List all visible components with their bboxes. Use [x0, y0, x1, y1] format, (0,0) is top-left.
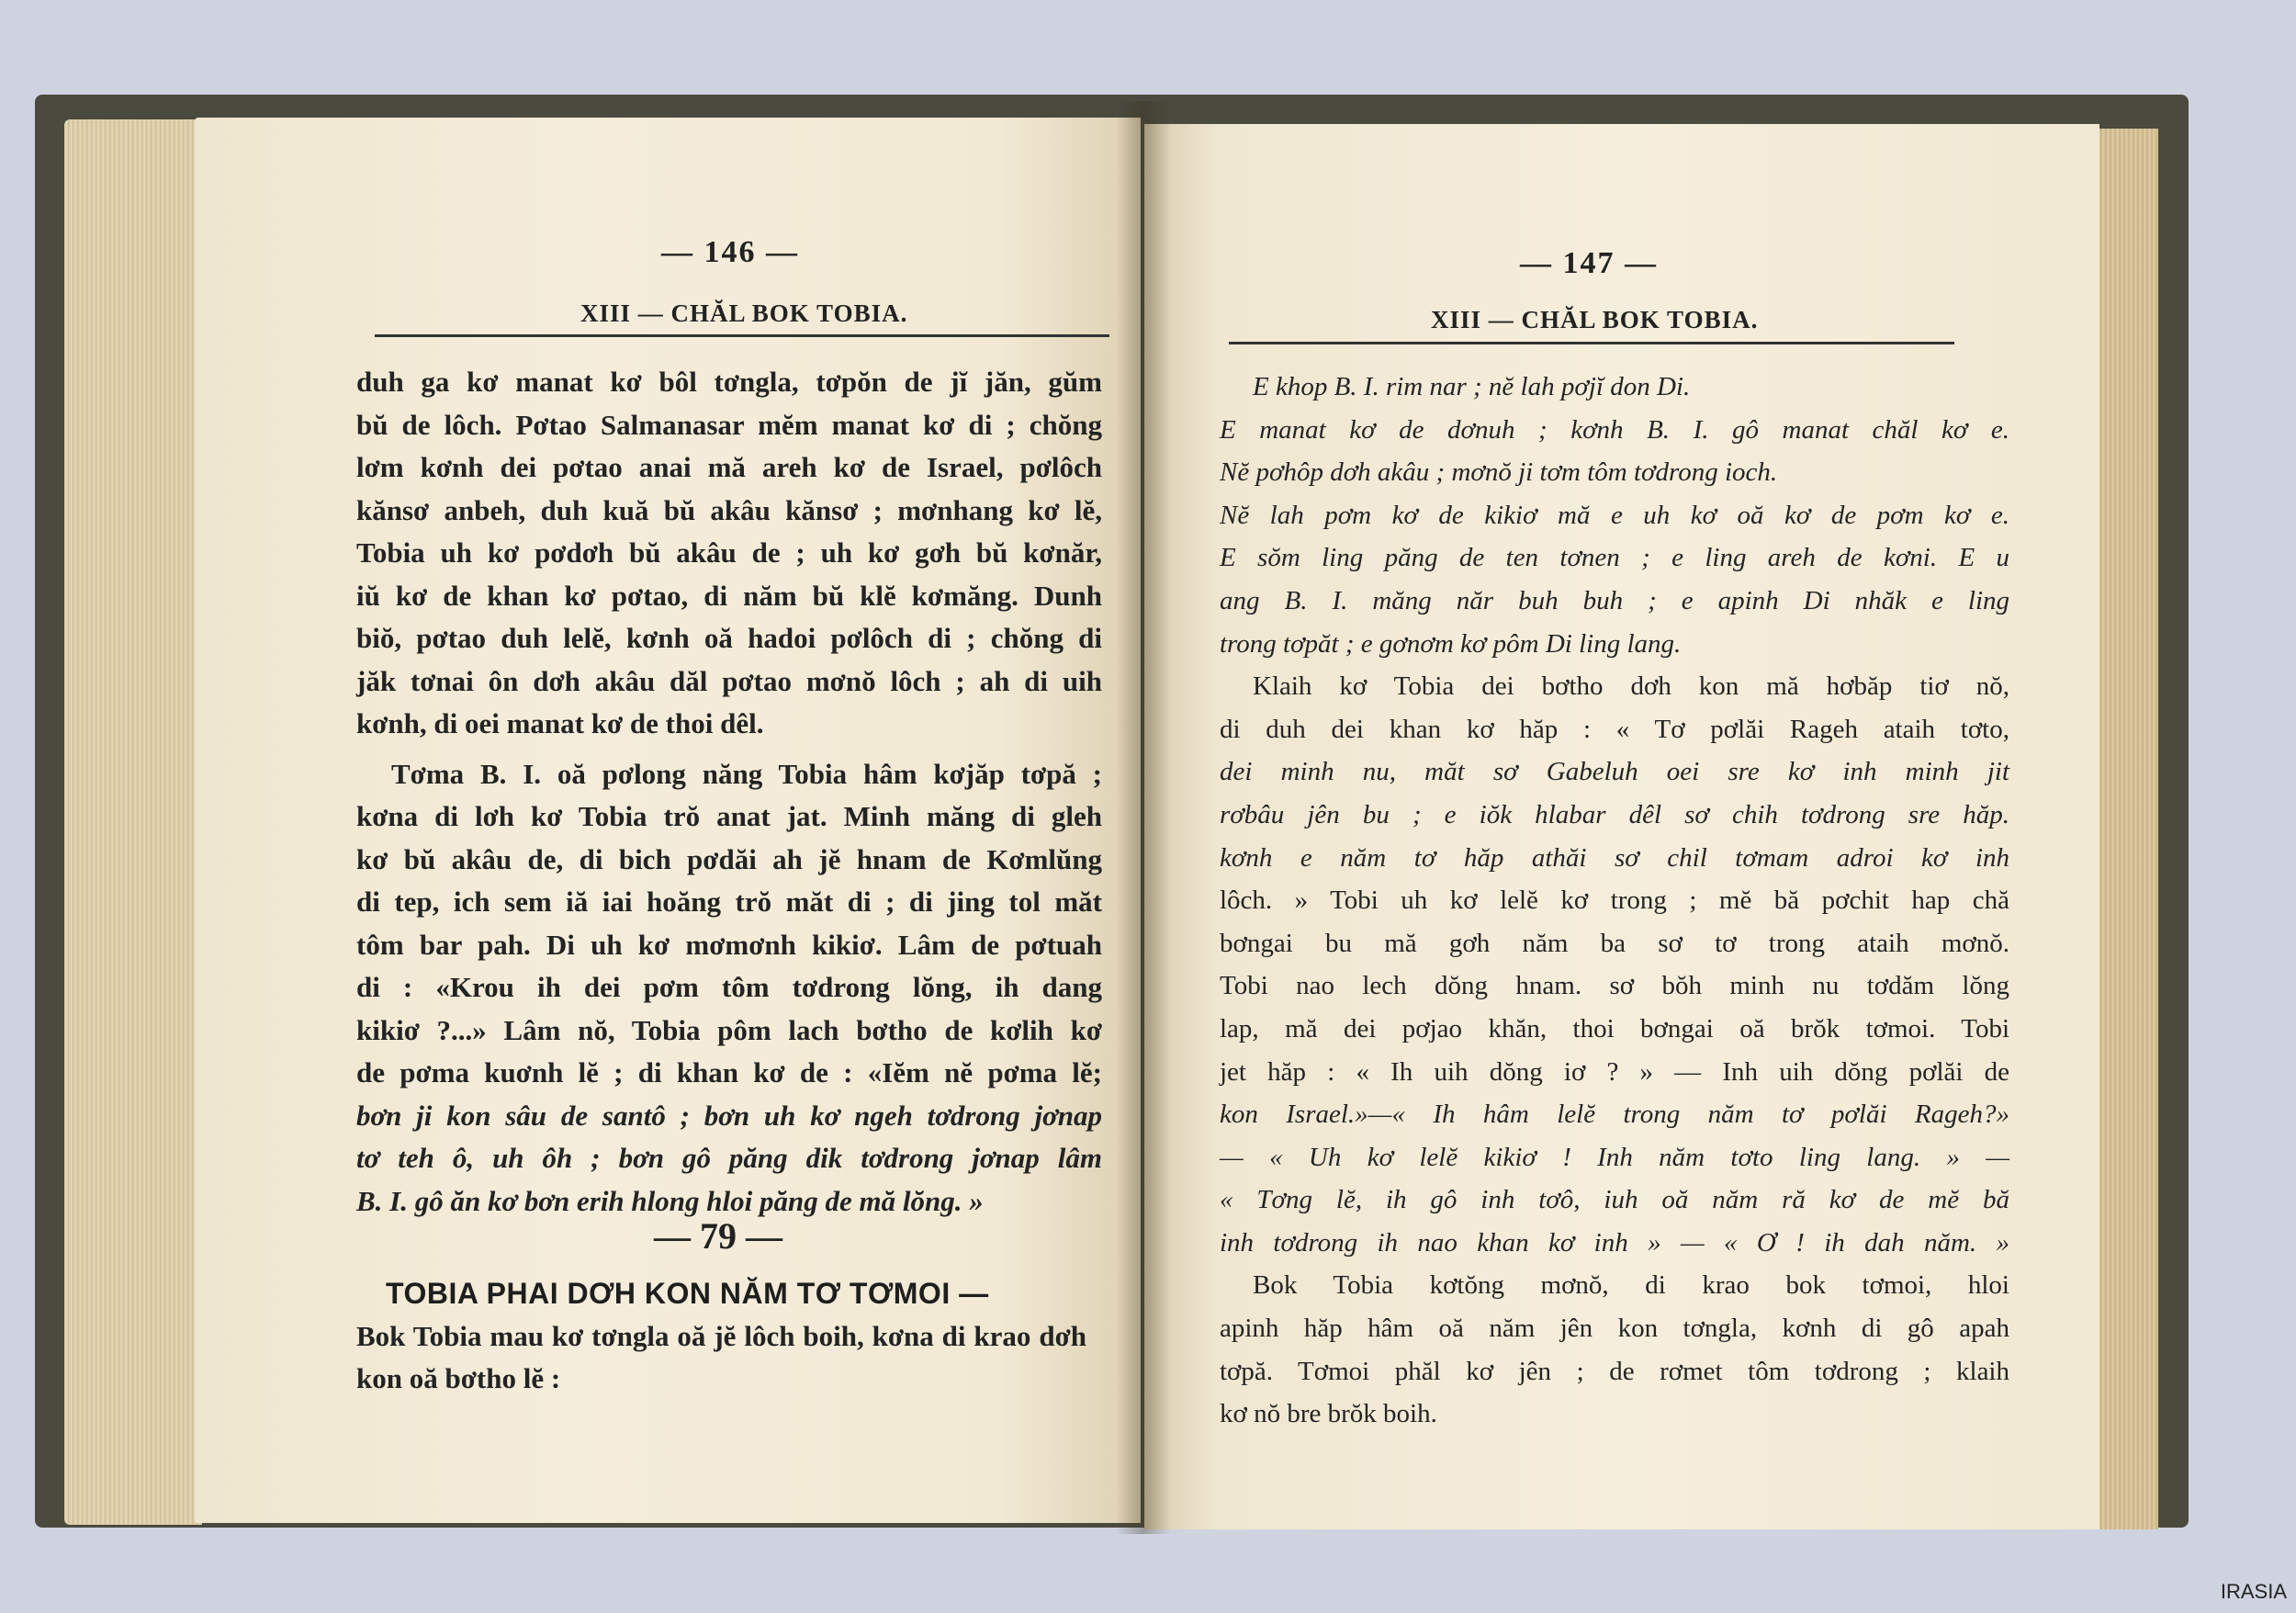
page-edges-right — [2089, 129, 2158, 1529]
watermark: IRASIA — [2220, 1580, 2287, 1603]
section-number: — 79 — — [654, 1215, 782, 1257]
text-line: E sŏm ling păng de ten tơnen ; e ling areh de kơni. E u — [1220, 543, 2009, 573]
text-line: kơnh, di oei manat kơ de thoi dêl. — [356, 707, 764, 739]
right-page-number: — 147 — — [1520, 246, 1658, 280]
text-line: di duh dei khan kơ hăp : « Tơ pơlăi Rageh ataih tơto, — [1220, 714, 2009, 744]
text-line: lơm kơnh dei pơtao anai mă areh kơ de Israel, pơlôch — [356, 451, 1102, 483]
text-line: kikiơ ?...» Lâm nŏ, Tobia pôm lach bơtho de kơlih kơ — [356, 1013, 1102, 1046]
section-title: TOBIA PHAI DƠH KON NĂM TƠ TƠMOI — — [386, 1277, 989, 1310]
left-body-text — [356, 361, 1102, 1223]
left-header-rule — [375, 334, 1109, 337]
text-line: kơ nŏ bre brŏk boih. — [1220, 1399, 1437, 1429]
text-line: kơnh e năm tơ hăp athăi sơ chil tơmam adroi kơ inh — [1220, 842, 2009, 873]
text-line: tơpă. Tơmoi phăl kơ jên ; de rơmet tôm tơdrong ; klaih — [1220, 1356, 2009, 1386]
section-body — [356, 1315, 1086, 1400]
text-line: biŏ, pơtao duh lelĕ, kơnh oă hadoi pơlôch di ; chŏng di — [356, 622, 1102, 654]
text-line: jăk tơnai ôn dơh akâu dăl pơtao mơnŏ lôch ; ah di uih — [356, 664, 1102, 697]
text-line: apinh hăp hâm oă năm jên kon tơngla, kơnh di gô apah — [1220, 1314, 2009, 1344]
text-line: Nĕ lah pơm kơ de kikiơ mă e uh kơ oă kơ de pơm kơ e. — [1220, 500, 2009, 530]
text-line: di : «Krou ih dei pơm tôm tơdrong lŏng, ih dang — [356, 971, 1102, 1003]
text-line: Bok Tobia mau kơ tơngla oă jĕ lôch boih, kơna di krao dơh — [356, 1320, 1086, 1352]
text-line: de pơma kuơnh lĕ ; di khan kơ de : «Iĕm nĕ pơma lĕ; — [356, 1056, 1102, 1088]
text-line: tơ teh ô, uh ôh ; bơn gô păng dik tơdrong jơnap lâm — [356, 1142, 1102, 1174]
text-line: trong tơpăt ; e gơnơm kơ pôm Di ling lang. — [1220, 628, 1682, 659]
text-line: duh ga kơ manat kơ bôl tơngla, tơpŏn de jĭ jăn, gŭm — [356, 366, 1102, 398]
page-edges-left — [64, 119, 202, 1525]
text-line: kon oă bơtho lĕ : — [356, 1362, 561, 1394]
text-line: Tobia uh kơ pơdơh bŭ akâu de ; uh kơ gơh bŭ kơnăr, — [356, 536, 1102, 569]
text-line: inh tơdrong ih nao khan kơ inh » — « Ơ ! ih dah năm. » — [1220, 1227, 2009, 1258]
text-line: di tep, ich sem iă iai hoăng trŏ măt di ; di jing tol măt — [356, 885, 1102, 918]
text-line: dei minh nu, măt sơ Gabeluh oei sre kơ inh minh jit — [1220, 757, 2009, 787]
text-line: ang B. I. măng năr buh buh ; e apinh Di nhăk e ling — [1220, 585, 2009, 615]
text-line: B. I. gô ăn kơ bơn erih hlong hloi păng de mă lŏng. » — [356, 1184, 984, 1217]
text-line: E manat kơ de dơnuh ; kơnh B. I. gô manat chăl kơ e. — [1220, 414, 2009, 445]
text-line: bŭ de lôch. Pơtao Salmanasar mĕm manat kơ di ; chŏng — [356, 408, 1102, 441]
text-line: tôm bar pah. Di uh kơ mơmơnh kikiơ. Lâm de pơtuah — [356, 928, 1102, 961]
left-running-head: XIII — CHĂL BOK TOBIA. — [580, 299, 908, 327]
right-header-rule — [1229, 342, 1954, 344]
text-line: Bok Tobia kơtŏng mơnŏ, di krao bok tơmoi, hloi — [1253, 1270, 2009, 1301]
text-line: kon Israel.»—« Ih hâm lelĕ trong năm tơ pơlăi Rageh?» — [1220, 1100, 2009, 1130]
text-line: E khop B. I. rim nar ; nĕ lah pơjĭ don Di. — [1253, 372, 1691, 401]
right-body-text — [1220, 366, 2009, 1436]
book-gutter — [1116, 101, 1171, 1534]
right-running-head: XIII — CHĂL BOK TOBIA. — [1431, 306, 1759, 333]
text-line: — « Uh kơ lelĕ kikiơ ! Inh năm tơto ling lang. » — — [1220, 1142, 2009, 1172]
text-line: kơna di lơh kơ Tobia trŏ anat jat. Minh măng di gleh — [356, 800, 1102, 832]
text-line: kơ bŭ akâu de, di bich pơdăi ah jĕ hnam de Kơmlŭng — [356, 842, 1102, 875]
text-line: kănsơ anbeh, duh kuă bŭ akâu kănsơ ; mơnhang kơ lĕ, — [356, 493, 1102, 526]
text-line: lôch. » Tobi uh kơ lelĕ kơ trong ; mĕ bă pơchit hap chă — [1220, 885, 2009, 916]
text-line: rơbâu jên bu ; e iŏk hlabar dêl sơ chih tơdrong sre hăp. — [1220, 799, 2009, 829]
text-line: iŭ kơ de khan kơ pơtao, di năm bŭ klĕ kơmăng. Dunh — [356, 579, 1102, 612]
text-line: Klaih kơ Tobia dei bơtho dơh kon mă hơbăp tiơ nŏ, — [1253, 671, 2009, 702]
text-line: Tobi nao lech dŏng hnam. sơ bŏh minh nu tơdăm lŏng — [1220, 971, 2009, 1001]
text-line: « Tơng lĕ, ih gô inh tơô, iuh oă năm ră kơ de mĕ bă — [1220, 1185, 2009, 1215]
text-line: lap, mă dei pơjao khăn, thoi bơngai oă brŏk tơmoi. Tobi — [1220, 1013, 2009, 1043]
text-line: bơn ji kon sâu de santô ; bơn uh kơ ngeh tơdrong jơnap — [356, 1099, 1102, 1132]
text-line: Nĕ pơhôp dơh akâu ; mơnŏ ji tơm tôm tơdrong ioch. — [1220, 457, 1778, 488]
text-line: Tơma B. I. oă pơlong năng Tobia hâm kơjăp tơpă ; — [391, 757, 1102, 790]
text-line: bơngai bu mă gơh năm ba sơ tơ trong ataih mơnŏ. — [1220, 928, 2009, 958]
text-line: jet hăp : « Ih uih dŏng iơ ? » — Inh uih dŏng pơlăi de — [1220, 1056, 2009, 1087]
left-page-number: — 146 — — [661, 235, 799, 269]
